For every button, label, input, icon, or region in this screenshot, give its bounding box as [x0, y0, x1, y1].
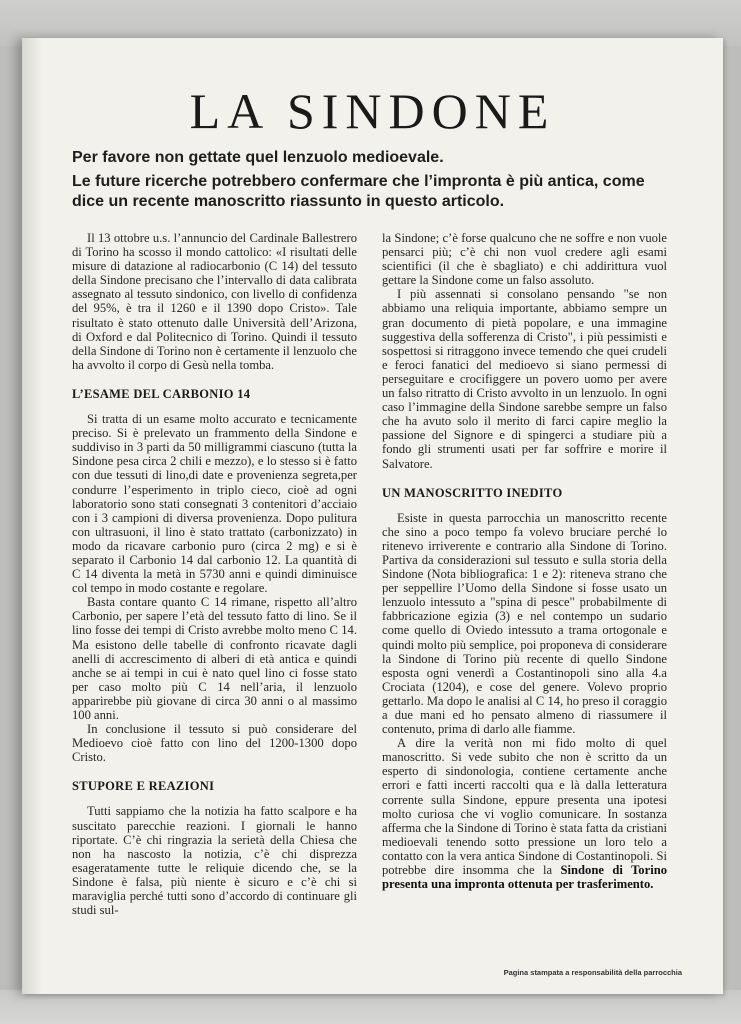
paragraph: Si tratta di un esame molto accurato e tecnicamente preciso. Si è prelevato un frammento della Sindone e suddiviso in 3 parti da 50 milligrammi ciascuno (tutta la Sindone pesa circa 2 chili e mezzo), e lo stesso si è fatto con due tessuti di lino,di date e provenienza segreta,per condurre l’esperimento in triplo cieco, cioè ad ogni laboratorio sono stati consegnati 3 contenitori d’acciaio con i 3 campioni di diversa provenienza. Dopo pulitura con ultrasuoni, il lino è stato trattato (carbonizzato) in modo da ricavare carbonio puro (circa 2 mg) e si è separato il Carbonio 14 dal carbonio 12. La quantità di C 14 diventa la metà in 5730 anni e quindi diminuisce col tempo in modo costante e regolare. [72, 412, 357, 596]
section-heading-stupore: STUPORE E REAZIONI [72, 779, 215, 794]
page-binding-shadow [22, 38, 42, 994]
paragraph: Tutti sappiamo che la notizia ha fatto scalpore e ha suscitato parecchie reazioni. I giornali le hanno riportate. C’è chi ringrazia la serietà della Chiesa che non ha nascosto la notizia, c’è chi disprezza esageratamente tutte le reliquie dicendo che, se la Sindone è falsa, più niente è sicuro e c’è chi si maraviglia perché tutti sono d’accordo di continuare gli studi sul- [72, 804, 357, 918]
article-title: LA SINDONE [189, 83, 556, 139]
article-subtitle-2: Le future ricerche potrebbero confermare che l’impronta è più antica, come dice un recente manoscritto riassunto in questo articolo. [72, 173, 645, 210]
bold-conclusion: Sindone di Torino presenta una impronta ottenuta per trasferimento. [382, 863, 667, 892]
paragraph [382, 736, 667, 891]
magazine-page [22, 38, 723, 994]
article-subtitle-1: Per favore non gettate quel lenzuolo medioevale. [72, 149, 444, 166]
left-column [72, 231, 357, 917]
scan-background-bottom [0, 990, 741, 1024]
paragraph-text: A dire la verità non mi fido molto di quel manoscritto. Si vede subito che non è scritto da un esperto di sindonologia, contiene certamente anche errori e fatti incerti raccolti qua e là dalla letteratura corrente sulla Sindone, eppure presenta una ipotesi molto curiosa che vi voglio comunicare. In sostanza afferma che la Sindone di Torino è stata fatta da cristiani medioevali tenendo sotto pressione un loro telo a contatto con la vera antica Sindone di Costantinopoli. Si potrebbe dire insomma che la [382, 736, 667, 878]
paragraph: I più assennati si consolano pensando "se non abbiamo una reliquia importante, abbiamo sempre un gran documento di pietà popolare, e una immagine suggestiva della sofferenza di Cristo", i più pessimisti e sospettosi si ritraggono invece temendo che quei crudeli e feroci fanatici del medioevo si siano permessi di perseguitare e crocifiggere un povero uomo per avere un falso ritratto di Cristo avvolto in un lenzuolo. In ogni caso l’immagine della Sindone sarebbe sempre un falso che ha avuto solo il merito di farci capire meglio la passione del Signore e di spingerci a studiare più a fondo gli strumenti usati per far soffrire e morire il Salvatore. [382, 287, 667, 471]
page-footer: Pagina stampata a responsabilità della parrocchia [503, 968, 682, 977]
right-column [382, 231, 667, 891]
paragraph: la Sindone; c’è forse qualcuno che ne soffre e non vuole pensarci più; c’è chi non vuol credere agli esami scientifici (il che è sbagliato) e chi addirittura vuol gettare la Sindone come un falso assoluto. [382, 231, 667, 288]
paragraph: Esiste in questa parrocchia un manoscritto recente che sino a poco tempo fa volevo bruciare perché lo ritenevo irriverente e contrario alla Sindone di Torino. Partiva da considerazioni sul tessuto e sulla storia della Sindone (Nota bibliografica: 1 e 2): riteneva strano che per seppellire l’Uomo della Sindone si fosse usato un lenzuolo intessuto a "spina di pesce" probabilmente di fabbricazione egizia (3) e nel contempo un sudario come quello di Oviedo intessuto a trama ortogonale e quindi molto più semplice, poi proponeva di considerare la Sindone di Torino più recente di quello Sindone esposta ogni venerdì a Costantinopoli sino alla 4.a Crociata (1204), e cose del genere. Volevo proprio gettarlo. Ma dopo le analisi al C 14, ho preso il coraggio a due mani ed ho pensato almeno di riassumere il contenuto, prima di darlo alle fiamme. [382, 510, 667, 737]
paragraph: Il 13 ottobre u.s. l’annuncio del Cardinale Ballestrero di Torino ha scosso il mondo cattolico: «I risultati delle misure di datazione al radiocarbonio (C 14) del tessuto della Sindone precisano che l’intervallo di data calibrata assegnato al tessuto sindonico, con livello di confidenza del 95%, è tra il 1260 e il 1390 dopo Cristo». Tale risultato è stato ottenuto dalle Università dell’Arizona, di Oxford e dal Politecnico di Torino. Quindi il tessuto della Sindone di Torino non è certamente il lenzuolo che ha avvolto il corpo di Gesù nella tomba. [72, 231, 357, 372]
section-heading-carbonio: L’ESAME DEL CARBONIO 14 [72, 386, 251, 401]
paragraph: In conclusione il tessuto si può considerare del Medioevo cioè fatto con lino del 1200-1300 dopo Cristo. [72, 722, 357, 765]
section-heading-manoscritto: UN MANOSCRITTO INEDITO [382, 485, 563, 500]
paragraph: Basta contare quanto C 14 rimane, rispetto all’altro Carbonio, per sapere l’età del tessuto fatto di lino. Se il lino fosse dei tempi di Cristo avrebbe molto meno C 14. Ma esistono delle tabelle di confronto ricavate dagli anelli di accrescimento di alberi di età antica e quindi anche se ai tempi in cui è nato quel lino ci fosse stato per caso molto più C 14 nell’aria, il lenzuolo apparirebbe più giovane di circa 30 anni o al massimo 100 anni. [72, 595, 357, 722]
